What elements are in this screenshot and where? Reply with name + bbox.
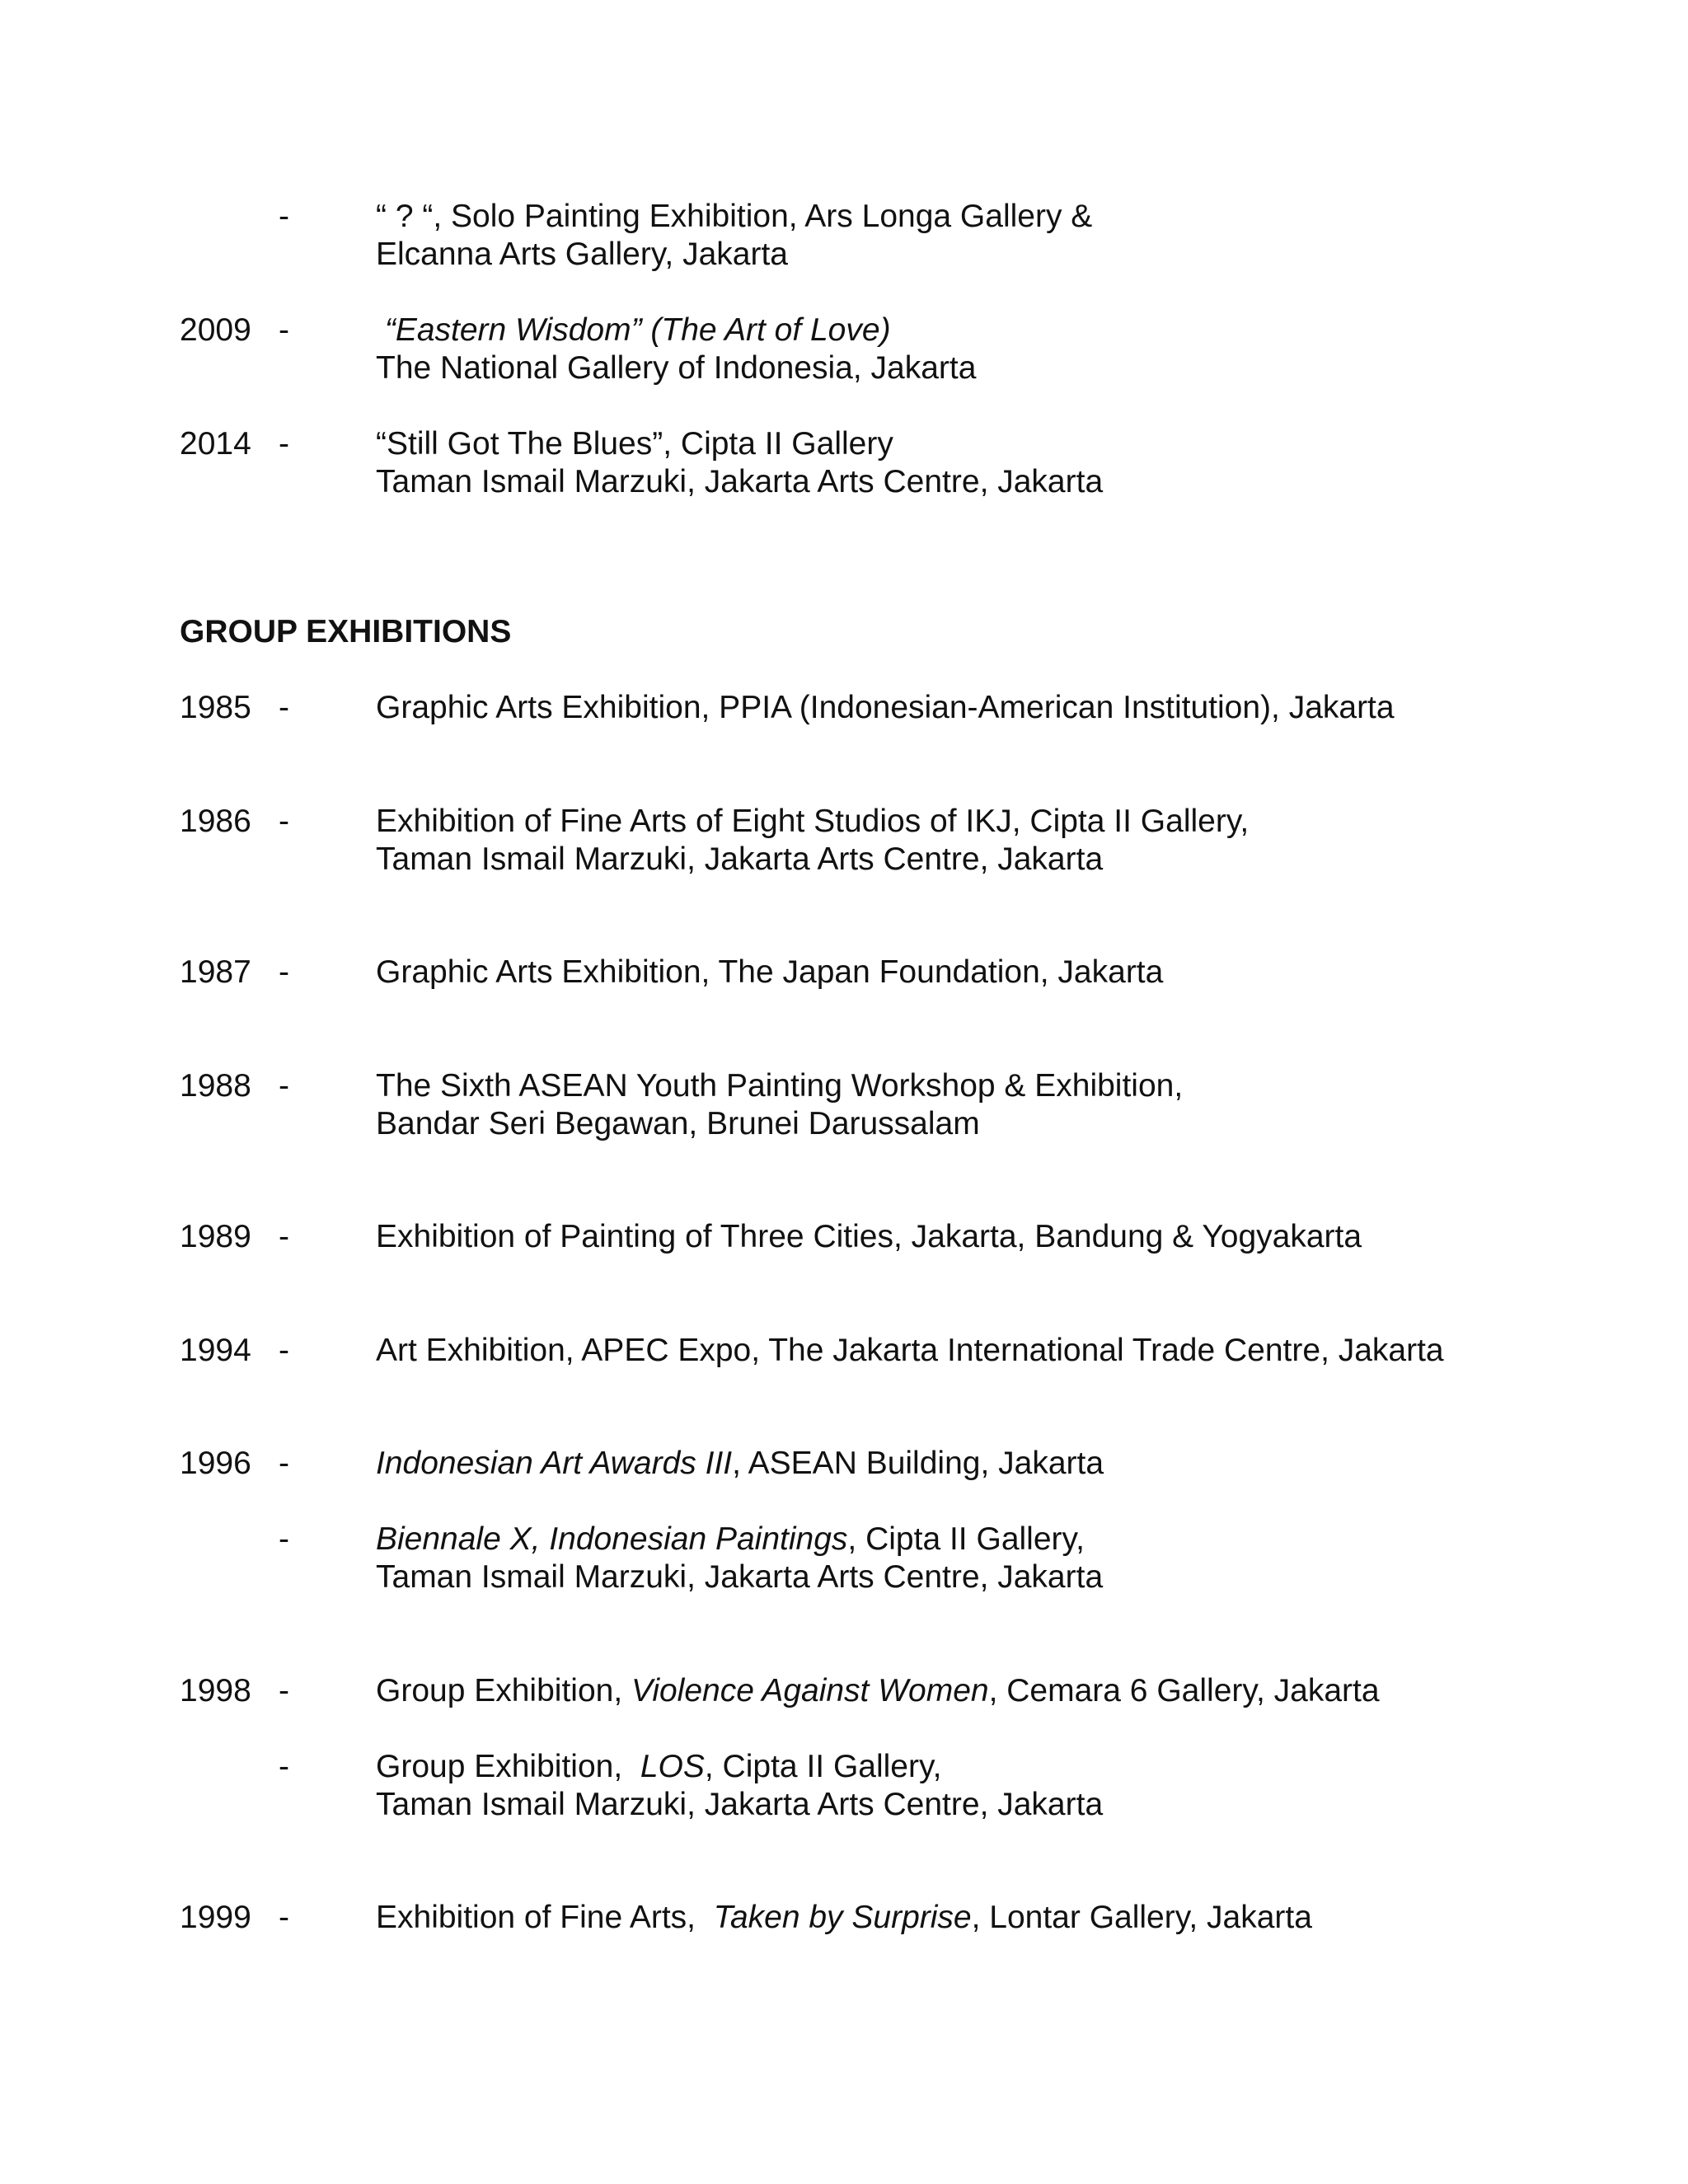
entry-line bbox=[376, 689, 1395, 727]
entry-dash: - bbox=[279, 1900, 289, 1935]
entry-dash: - bbox=[279, 1749, 289, 1784]
entry-year: 1988 bbox=[180, 1068, 251, 1104]
entry-dash: - bbox=[279, 1219, 289, 1254]
entry-line bbox=[376, 198, 1092, 236]
entry-year: 2014 bbox=[180, 426, 251, 462]
entry-year: 1986 bbox=[180, 804, 251, 839]
entry-text: Elcanna Arts Gallery, Jakarta bbox=[376, 237, 788, 272]
entry-dash: - bbox=[279, 804, 289, 839]
entry-text: Taman Ismail Marzuki, Jakarta Arts Centre, Jakarta bbox=[376, 464, 1104, 499]
entry-year: 1994 bbox=[180, 1333, 251, 1368]
entry-line bbox=[376, 1105, 980, 1143]
entry-year: 1999 bbox=[180, 1900, 251, 1935]
entry-text: The Sixth ASEAN Youth Painting Workshop & Exhibition, bbox=[376, 1068, 1184, 1104]
entry-text: “Still Got The Blues”, Cipta II Gallery bbox=[376, 426, 893, 462]
entry-line bbox=[376, 1899, 1312, 1937]
entry-line bbox=[376, 312, 891, 349]
entry-text: Graphic Arts Exhibition, The Japan Foundation, Jakarta bbox=[376, 954, 1164, 990]
entry-line bbox=[376, 1558, 1103, 1596]
entry-line bbox=[376, 1445, 1104, 1483]
entry-dash: - bbox=[279, 690, 289, 725]
entry-year: 1985 bbox=[180, 690, 251, 725]
entry-dash: - bbox=[279, 1068, 289, 1104]
entry-text: , Lontar Gallery, Jakarta bbox=[971, 1900, 1312, 1935]
entry-line bbox=[376, 1672, 1380, 1710]
entry-line bbox=[376, 349, 976, 387]
entry-line bbox=[376, 1521, 1085, 1558]
entry-text: , Cipta II Gallery, bbox=[704, 1749, 942, 1784]
entry-text-italic: “Eastern Wisdom” (The Art of Love) bbox=[376, 312, 891, 348]
entry-text: , Cemara 6 Gallery, Jakarta bbox=[988, 1673, 1380, 1708]
entry-line bbox=[376, 463, 1103, 501]
entry-year: 1996 bbox=[180, 1446, 251, 1481]
entry-line bbox=[376, 841, 1103, 879]
entry-text: Taman Ismail Marzuki, Jakarta Arts Centre, Jakarta bbox=[376, 1787, 1104, 1822]
entry-text: “ ? “, Solo Painting Exhibition, Ars Longa Gallery & bbox=[376, 199, 1093, 234]
entry-text-italic: Violence Against Women bbox=[631, 1673, 989, 1708]
entry-line bbox=[376, 1748, 941, 1786]
entry-year: 2009 bbox=[180, 312, 251, 348]
entry-text: Exhibition of Fine Arts of Eight Studios of IKJ, Cipta II Gallery, bbox=[376, 804, 1250, 839]
entry-line bbox=[376, 236, 788, 274]
entry-dash: - bbox=[279, 1521, 289, 1557]
entry-dash: - bbox=[279, 426, 289, 462]
entry-line bbox=[376, 1332, 1444, 1370]
entry-text: , Cipta II Gallery, bbox=[847, 1521, 1085, 1557]
entry-text: , ASEAN Building, Jakarta bbox=[732, 1446, 1104, 1481]
entry-text-italic: LOS bbox=[640, 1749, 705, 1784]
entry-line bbox=[376, 1067, 1183, 1105]
entry-text: Art Exhibition, APEC Expo, The Jakarta International Trade Centre, Jakarta bbox=[376, 1333, 1444, 1368]
entry-text-italic: Taken by Surprise bbox=[713, 1900, 972, 1935]
entry-text: Group Exhibition, bbox=[376, 1749, 640, 1784]
section-heading: GROUP EXHIBITIONS bbox=[180, 614, 512, 649]
entry-text: Taman Ismail Marzuki, Jakarta Arts Centre, Jakarta bbox=[376, 1559, 1104, 1595]
entry-dash: - bbox=[279, 1446, 289, 1481]
entry-text: The National Gallery of Indonesia, Jakarta bbox=[376, 350, 977, 386]
entry-text: Graphic Arts Exhibition, PPIA (Indonesian-American Institution), Jakarta bbox=[376, 690, 1395, 725]
entry-dash: - bbox=[279, 312, 289, 348]
entry-dash: - bbox=[279, 199, 289, 234]
entry-text: Exhibition of Fine Arts, bbox=[376, 1900, 714, 1935]
entry-text-italic: Indonesian Art Awards III bbox=[376, 1446, 733, 1481]
entry-line bbox=[376, 954, 1163, 991]
entry-year: 1998 bbox=[180, 1673, 251, 1708]
entry-text: Group Exhibition, bbox=[376, 1673, 632, 1708]
entry-dash: - bbox=[279, 1333, 289, 1368]
entry-line bbox=[376, 1218, 1362, 1256]
entry-dash: - bbox=[279, 1673, 289, 1708]
entry-text: Taman Ismail Marzuki, Jakarta Arts Centre, Jakarta bbox=[376, 841, 1104, 877]
entry-text: Bandar Seri Begawan, Brunei Darussalam bbox=[376, 1106, 980, 1141]
entry-dash: - bbox=[279, 954, 289, 990]
entry-text-italic: Biennale X, Indonesian Paintings bbox=[376, 1521, 848, 1557]
entry-year: 1987 bbox=[180, 954, 251, 990]
entry-line bbox=[376, 425, 893, 463]
entry-line bbox=[376, 1786, 1103, 1824]
entry-line bbox=[376, 803, 1249, 841]
entry-text: Exhibition of Painting of Three Cities, Jakarta, Bandung & Yogyakarta bbox=[376, 1219, 1362, 1254]
entry-year: 1989 bbox=[180, 1219, 251, 1254]
